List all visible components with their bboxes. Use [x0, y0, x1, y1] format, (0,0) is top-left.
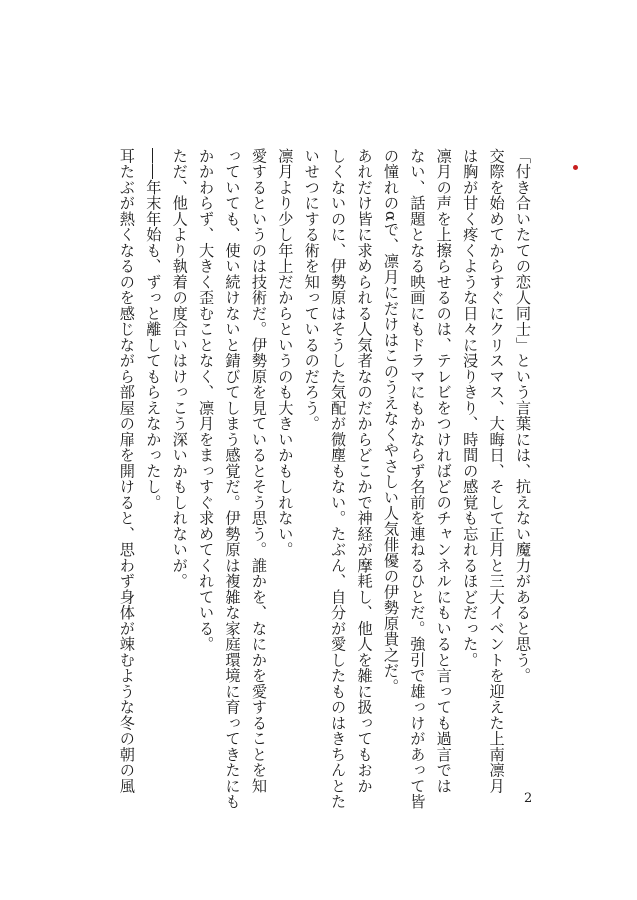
text-line: ただ、他人より執着の度合いはけっこう深いかもしれないが。: [170, 148, 189, 589]
text-line: ――年末年始も、ずっと離してもらえなかったし。: [144, 148, 163, 511]
page-number: 2: [524, 791, 533, 806]
text-line: 愛するというのは技術だ。伊勢原を見ているとそう思う。誰かを、なにかを愛することを知: [249, 148, 268, 794]
text-line: 「付き合いたての恋人同士」という言葉には、抗えない魔力があると思う。: [514, 148, 532, 684]
text-line: ない、話題となる映画にもドラマにもかならず名前を連ねるひとだ。強引で雄っけがあって皆: [408, 148, 427, 810]
text-line: 交際を始めてからすぐにクリスマス、大晦日、そして正月と三大イベントを迎えた上南凛月: [487, 148, 506, 794]
text-line: しくないのに、伊勢原はそうした気配が微塵もない。たぶん、自分が愛したものはきちんとた: [329, 148, 348, 810]
text-line: は胸が甘く疼くような日々に浸りきり、時間の感覚も忘れるほどだった。: [461, 148, 480, 668]
text-line: っていても、使い続けないと錆びてしまう感覚だ。伊勢原は複雑な家庭環境に育ってきたにも: [223, 148, 242, 810]
text-line: いせつにする術を知っているのだろう。: [302, 148, 321, 432]
red-marker-dot: [573, 165, 578, 170]
text-line: 耳たぶが熱くなるのを感じながら部屋の扉を開けると、思わず身体が竦むような冬の朝の風: [117, 148, 136, 794]
vertical-text-block: [117, 148, 536, 810]
text-line: の憧れのαで、凛月にだけはこのうえなくやさしい人気俳優の伊勢原貴之だ。: [381, 148, 400, 695]
text-line: あれだけ皆に求められる人気者なのだからどこかで神経が摩耗し、他人を雑に扱ってもおか: [355, 148, 374, 794]
text-line: 凛月より少し年上だからというのも大きいかもしれない。: [276, 148, 295, 558]
text-line: 凛月の声を上擦らせるのは、テレビをつければどのチャンネルにもいると言っても過言では: [434, 148, 453, 794]
text-line: かかわらず、大きく歪むことなく、凛月をまっすぐ求めてくれている。: [197, 148, 216, 652]
